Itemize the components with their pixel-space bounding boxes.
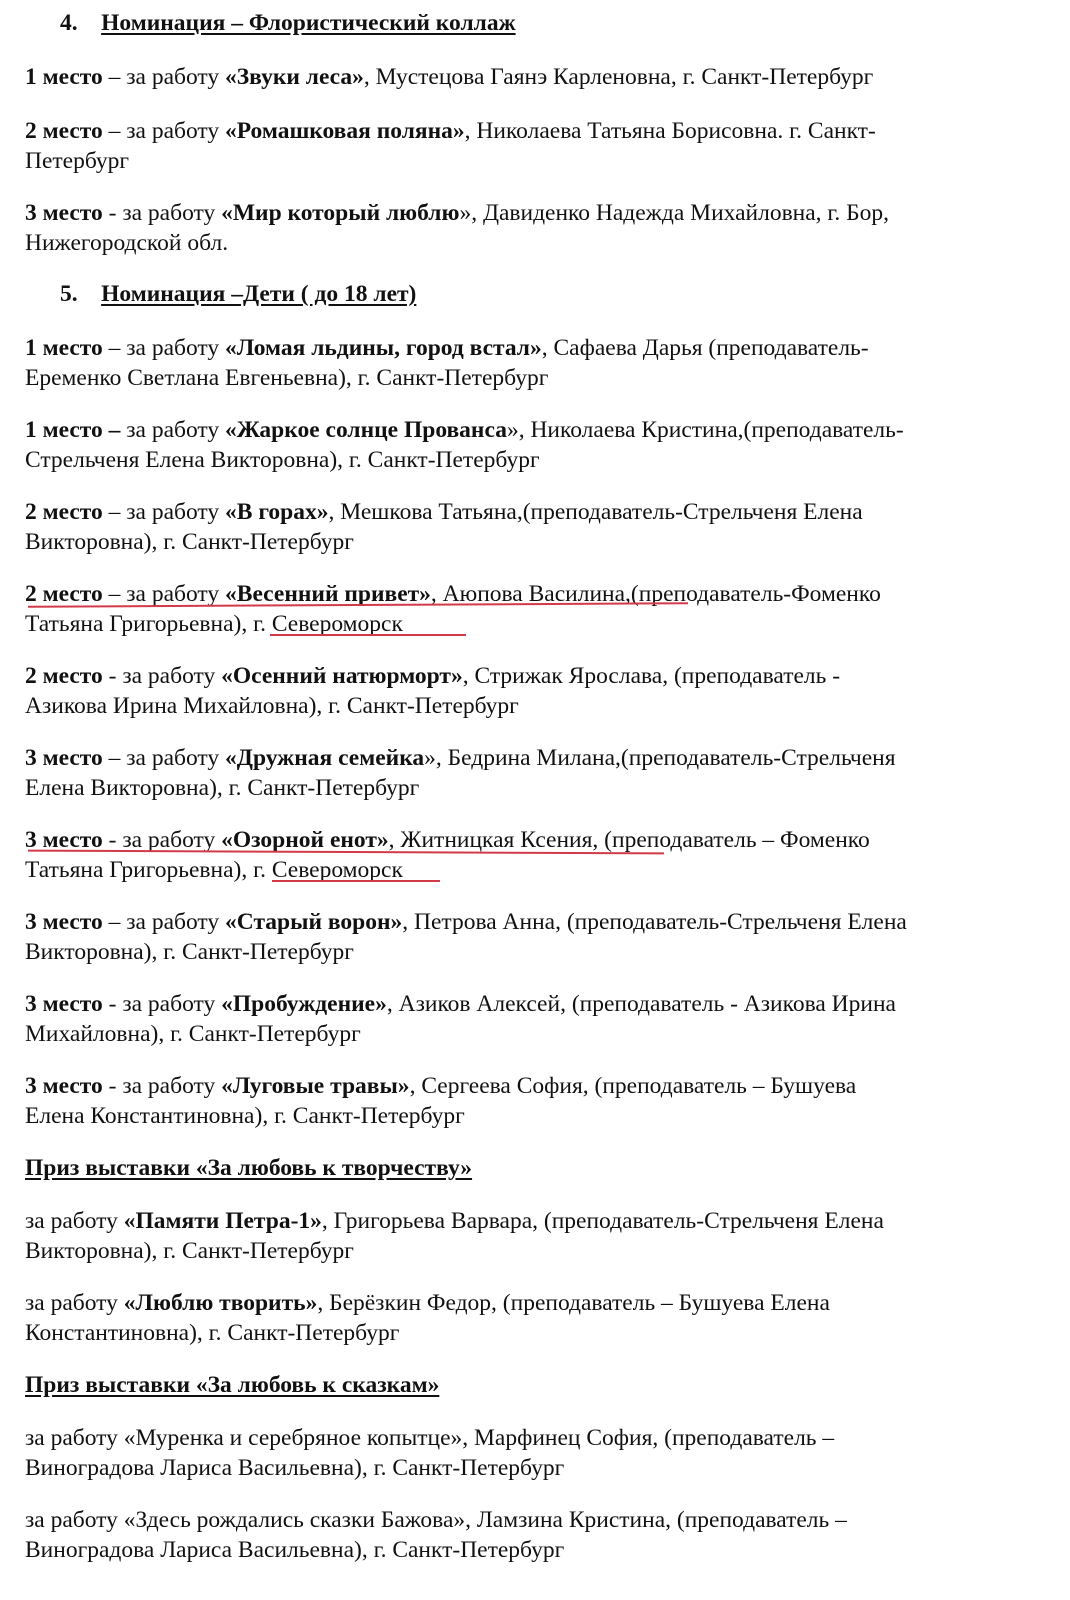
- entry-text: , Стрижак Ярослава, (преподаватель -: [462, 663, 841, 689]
- work-title: «Ломая льдины, город встал»: [225, 335, 542, 361]
- entry-continuation: Виноградова Лариса Васильевна), г. Санкт-Петербург: [25, 1455, 565, 1481]
- entry-text: за работу: [25, 1208, 124, 1234]
- entry-continuation: Еременко Светлана Евгеньевна), г. Санкт-Петербург: [25, 365, 549, 391]
- work-title: «Дружная семейка: [225, 745, 425, 771]
- place-label: 1 место: [25, 335, 103, 361]
- work-title: «В горах»: [225, 499, 329, 525]
- entry-continuation: Михайловна), г. Санкт-Петербург: [25, 1021, 361, 1047]
- work-title: «Памяти Петра-1»: [123, 1208, 322, 1234]
- entry-text: - за работу: [102, 663, 222, 689]
- entry-text: , Азиков Алексей, (преподаватель - Азикова Ирина: [386, 991, 896, 1017]
- place-label: 3 место: [25, 827, 103, 853]
- prize-heading: Приз выставки «За любовь к сказкам»: [25, 1372, 440, 1398]
- work-title: «Весенний привет»: [225, 581, 431, 607]
- work-title: «Озорной енот»: [221, 827, 389, 853]
- work-title: «Пробуждение»: [221, 991, 387, 1017]
- prize-entry: [25, 1206, 884, 1236]
- work-title: «Люблю творить»: [123, 1290, 318, 1316]
- place-label: 3 место: [25, 200, 103, 226]
- entry-text: – за работу: [102, 64, 226, 90]
- entry-text: , Сафаева Дарья (преподаватель-: [541, 335, 869, 361]
- work-title: «Осенний натюрморт»: [221, 663, 463, 689]
- award-entry: [25, 1071, 856, 1101]
- work-title: «Ромашковая поляна»: [225, 118, 465, 144]
- entry-text: », Давиденко Надежда Михайловна, г. Бор,: [459, 200, 890, 226]
- entry-continuation: Азикова Ирина Михайловна), г. Санкт-Петербург: [25, 693, 519, 719]
- place-label: 2 место: [25, 581, 103, 607]
- entry-text: », Николаева Кристина,(преподаватель-: [506, 417, 904, 443]
- entry-continuation: Петербург: [25, 148, 130, 174]
- section-title: Номинация – Флористический коллаж: [101, 10, 516, 36]
- entry-continuation: Стрельченя Елена Викторовна), г. Санкт-Петербург: [25, 447, 540, 473]
- entry-text: – за работу: [102, 909, 226, 935]
- place-label: 3 место: [25, 991, 103, 1017]
- entry-text: – за работу: [102, 745, 226, 771]
- prize-entry: за работу «Здесь рождались сказки Бажова», Ламзина Кристина, (преподаватель –: [25, 1507, 847, 1533]
- entry-continuation: Викторовна), г. Санкт-Петербург: [25, 1238, 354, 1264]
- award-entry: [25, 333, 869, 363]
- award-entry: [25, 116, 876, 146]
- entry-text: - за работу: [102, 827, 222, 853]
- award-entry: [25, 743, 896, 773]
- handwritten-underline: [270, 634, 466, 636]
- entry-text: – за работу: [102, 581, 226, 607]
- section-number: 4.: [60, 10, 78, 36]
- entry-text: , Николаева Татьяна Борисовна. г. Санкт-: [464, 118, 876, 144]
- entry-continuation: Татьяна Григорьевна), г. Североморск: [25, 611, 403, 637]
- place-label: 1 место: [25, 64, 103, 90]
- entry-text: , Григорьева Варвара, (преподаватель-Стрельченя Елена: [321, 1208, 884, 1234]
- place-label: 3 место: [25, 1073, 103, 1099]
- entry-text: - за работу: [102, 200, 222, 226]
- work-title: «Жаркое солнце Прованса: [225, 417, 507, 443]
- entry-text: - за работу: [102, 991, 222, 1017]
- entry-text: , Мешкова Татьяна,(преподаватель-Стрельченя Елена: [328, 499, 863, 525]
- place-label: 2 место: [25, 499, 103, 525]
- work-title: «Мир который люблю: [221, 200, 460, 226]
- entry-continuation: Елена Константиновна), г. Санкт-Петербург: [25, 1103, 465, 1129]
- award-entry: [25, 497, 863, 527]
- place-label: 1 место –: [25, 417, 121, 443]
- entry-continuation: Татьяна Григорьевна), г. Североморск: [25, 857, 403, 883]
- entry-continuation: Викторовна), г. Санкт-Петербург: [25, 529, 354, 555]
- award-entry: [25, 661, 840, 691]
- entry-text: , Берёзкин Федор, (преподаватель – Бушуева Елена: [317, 1290, 830, 1316]
- entry-continuation: Викторовна), г. Санкт-Петербург: [25, 939, 354, 965]
- award-entry: [25, 198, 889, 228]
- place-label: 2 место: [25, 663, 103, 689]
- entry-text: , Аюпова Василина,(преподаватель-Фоменко: [430, 581, 881, 607]
- award-entry: [25, 415, 904, 445]
- entry-continuation: Нижегородской обл.: [25, 230, 229, 256]
- entry-text: за работу: [25, 1290, 124, 1316]
- prize-entry: за работу «Муренка и серебряное копытце», Марфинец София, (преподаватель –: [25, 1425, 835, 1451]
- entry-text: , Петрова Анна, (преподаватель-Стрельченя Елена: [402, 909, 907, 935]
- entry-text: , Сергеева София, (преподаватель – Бушуева: [409, 1073, 857, 1099]
- section-heading-4: [60, 10, 516, 37]
- section-number: 5.: [60, 281, 78, 307]
- entry-continuation: Константиновна), г. Санкт-Петербург: [25, 1320, 400, 1346]
- place-label: 3 место: [25, 745, 103, 771]
- entry-continuation: Елена Викторовна), г. Санкт-Петербург: [25, 775, 420, 801]
- entry-text: , Житницкая Ксения, (преподаватель – Фоменко: [388, 827, 870, 853]
- work-title: «Звуки леса»: [225, 64, 364, 90]
- award-entry: [25, 907, 907, 937]
- prize-heading: Приз выставки «За любовь к творчеству»: [25, 1155, 473, 1181]
- entry-text: – за работу: [102, 335, 226, 361]
- award-entry: [25, 62, 873, 92]
- award-entry: [25, 989, 896, 1019]
- entry-text: за работу: [120, 417, 226, 443]
- entry-text: - за работу: [102, 1073, 222, 1099]
- place-label: 3 место: [25, 909, 103, 935]
- section-title: Номинация –Дети ( до 18 лет): [101, 281, 417, 307]
- handwritten-underline: [272, 880, 440, 882]
- entry-text: », Бедрина Милана,(преподаватель-Стрельченя: [424, 745, 896, 771]
- entry-text: – за работу: [102, 118, 226, 144]
- entry-continuation: Виноградова Лариса Васильевна), г. Санкт-Петербург: [25, 1537, 565, 1563]
- place-label: 2 место: [25, 118, 103, 144]
- work-title: «Старый ворон»: [225, 909, 403, 935]
- prize-entry: [25, 1288, 830, 1318]
- work-title: «Луговые травы»: [221, 1073, 410, 1099]
- entry-text: , Мустецова Гаянэ Карленовна, г. Санкт-Петербург: [363, 64, 874, 90]
- entry-text: – за работу: [102, 499, 226, 525]
- section-heading-5: [60, 281, 416, 308]
